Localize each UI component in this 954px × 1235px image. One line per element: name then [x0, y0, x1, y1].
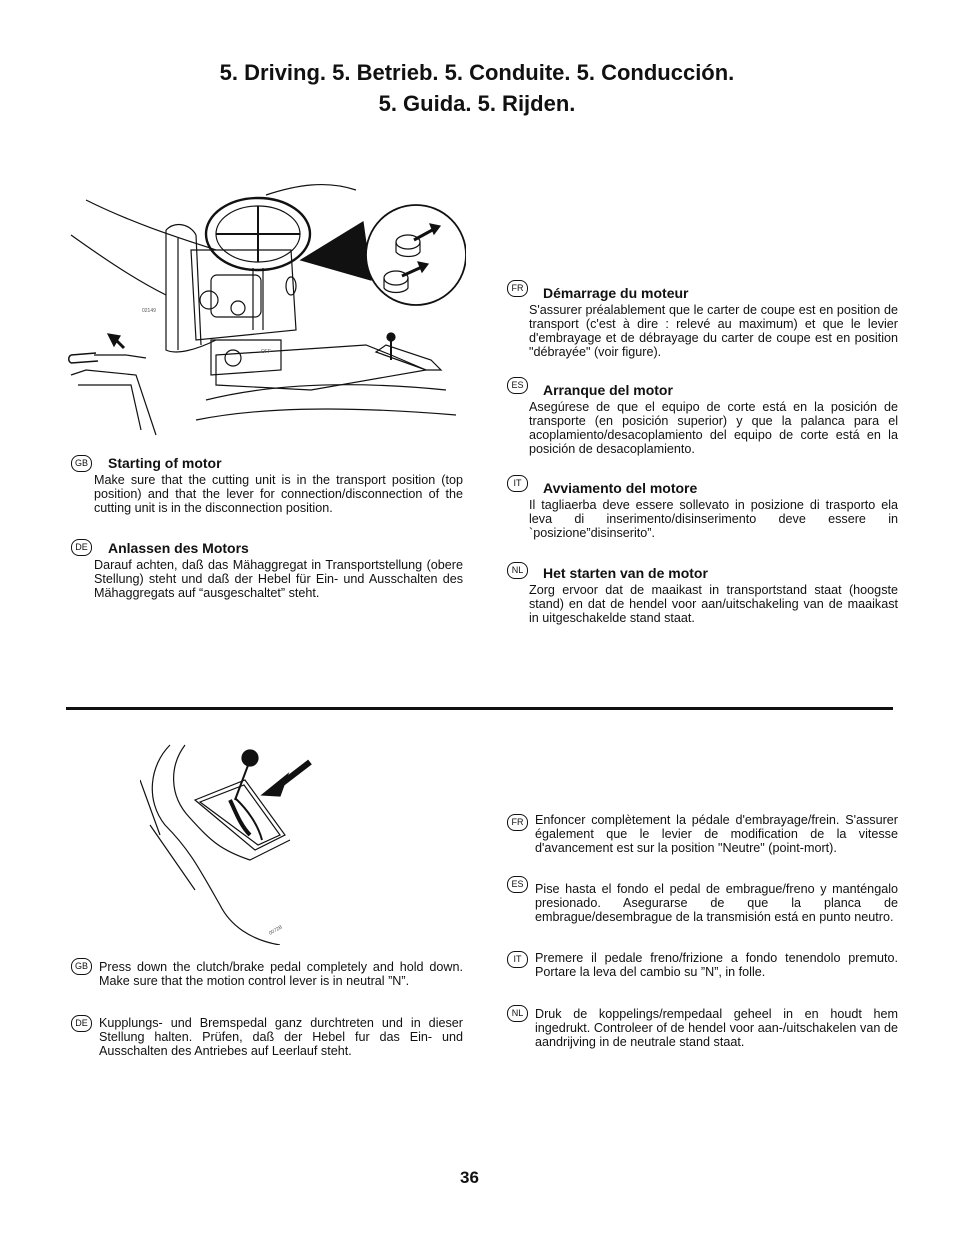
section1-de	[94, 540, 463, 600]
body-fr: S'assurer préalablement que le carter de coupe est en position de transport (c'est à dire : relevé au maximum) et que le levier d'embrayage et de débrayage du carter de coupe est en position "débrayée" (voir figure).	[529, 303, 898, 359]
figure1-off-label: OFF	[261, 349, 271, 355]
body-it: Il tagliaerba deve essere sollevato in posizione di trasporto ela leva di inserimento/disinserimento deve essere in `posizione”disinserito”.	[529, 498, 898, 540]
lang-badge-it: IT	[507, 475, 528, 492]
lang-badge-nl-2: NL	[507, 1005, 528, 1022]
lang-badge-it-2: IT	[507, 951, 528, 968]
section1-gb	[94, 455, 463, 515]
page-title-line2: 5. Guida. 5. Rijden.	[378, 91, 576, 116]
lang-badge-de: DE	[71, 539, 92, 556]
heading-nl: Het starten van de motor	[543, 565, 708, 581]
lang-badge-fr-2: FR	[507, 814, 528, 831]
section1-fr	[529, 285, 898, 359]
page-number: 36	[460, 1168, 479, 1187]
section2-it: Premere il pedale freno/frizione a fondo tenendolo premuto. Portare la leva del cambio su ”N”, in folle.	[535, 951, 898, 979]
section2-de: Kupplungs- und Bremspedal ganz durchtreten und in dieser Stellung halten. Prüfen, daß der Hebel fur das Ein- und Ausschalten des Antriebes auf Leerlauf steht.	[99, 1016, 463, 1058]
section2-gb: Press down the clutch/brake pedal completely and hold down. Make sure that the motion control lever is in neutral ”N”.	[99, 960, 463, 988]
lang-badge-de-2: DE	[71, 1015, 92, 1032]
figure1-code: 02149	[142, 308, 156, 314]
body-es: Asegúrese de que el equipo de corte está en la posición de transporte (en posición superior) y que la palanca para el acoplamiento/desacoplamiento del equipo de corte está en la posición de desacoplamiento.	[529, 400, 898, 456]
section1-it	[529, 480, 898, 540]
lang-badge-es: ES	[507, 377, 528, 394]
page-title-line1: 5. Driving. 5. Betrieb. 5. Conduite. 5. Conducción.	[219, 60, 735, 85]
section2-fr: Enfoncer complètement la pédale d'embrayage/frein. S'assurer également que le levier de modification de la vitesse d'avancement est sur la position "Neutre" (point-mort).	[535, 813, 898, 855]
section1-es	[529, 382, 898, 456]
lang-badge-es-2: ES	[507, 876, 528, 893]
section1-nl	[529, 565, 898, 625]
lang-badge-fr: FR	[507, 280, 528, 297]
body-gb: Make sure that the cutting unit is in the transport position (top position) and that the lever for connection/disconnection of the cutting unit is in the disconnection position.	[94, 473, 463, 515]
section2-nl: Druk de koppelings/rempedaal geheel in en houdt hem ingedrukt. Controleer of de hendel voor aan-/uitschakelen van de aandrijving in de neutrale stand staat.	[535, 1007, 898, 1049]
heading-de: Anlassen des Motors	[108, 540, 249, 556]
lang-badge-gb: GB	[71, 455, 92, 472]
figure2-code: 0072B	[268, 924, 284, 937]
dashboard-illustration	[66, 180, 466, 445]
heading-fr: Démarrage du moteur	[543, 285, 689, 301]
heading-it: Avviamento del motore	[543, 480, 698, 496]
section-divider	[66, 707, 893, 710]
section2-es: Pise hasta el fondo el pedal de embrague/freno y manténgalo presionado. Asegurarse de que la planca de embrague/desembrague de la transmisión está en punto neutro.	[535, 882, 898, 924]
page-title	[0, 57, 954, 119]
lang-badge-gb-2: GB	[71, 958, 92, 975]
lang-badge-nl: NL	[507, 562, 528, 579]
motion-lever-illustration	[140, 740, 340, 945]
body-de: Darauf achten, daß das Mähaggregat in Transportstellung (obere Stellung) steht und daß der Hebel für Ein- und Ausschalten des Mähaggregats auf “ausgeschaltet” steht.	[94, 558, 463, 600]
heading-gb: Starting of motor	[108, 455, 222, 471]
heading-es: Arranque del motor	[543, 382, 673, 398]
body-nl: Zorg ervoor dat de maaikast in transportstand staat (hoogste stand) en dat de hendel voor aan/uitschakeling van de maaikast in uitgeschakelde stand staat.	[529, 583, 898, 625]
